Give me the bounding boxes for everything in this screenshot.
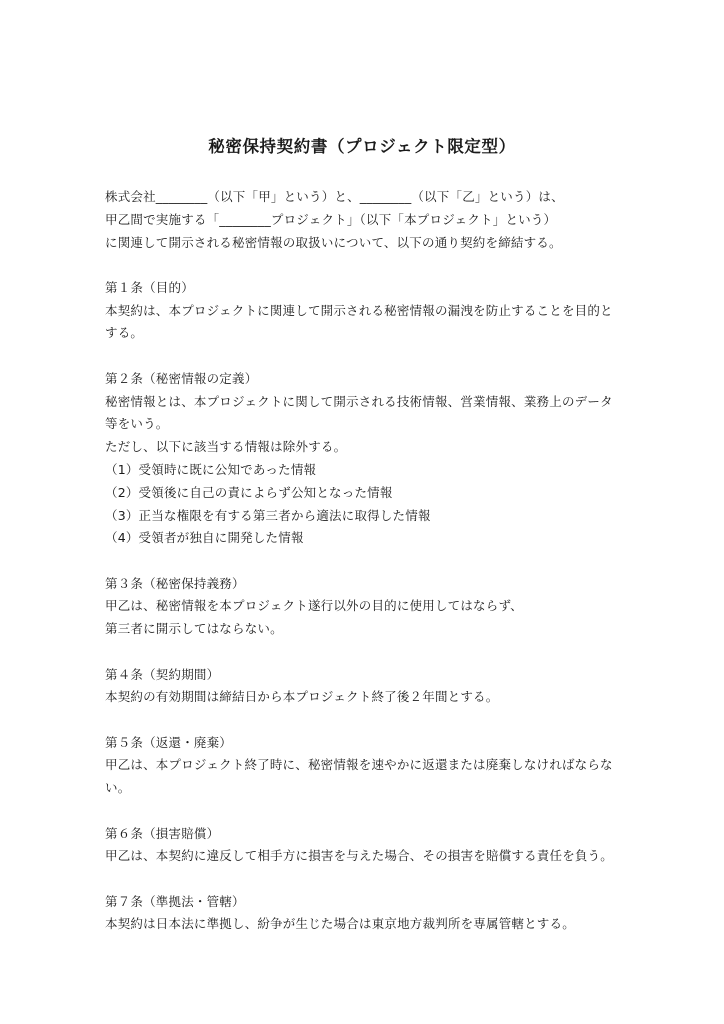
article-line: い。	[105, 780, 131, 796]
article-line: 秘密情報とは、本プロジェクトに関して開示される技術情報、営業情報、業務上のデータ	[105, 393, 613, 409]
document-title: 秘密保持契約書（プロジェクト限定型）	[208, 137, 516, 156]
article-line: 甲乙は、秘密情報を本プロジェクト遂行以外の目的に使用してはならず、	[105, 598, 523, 614]
list-item: （2）受領後に自己の責によらず公知となった情報	[105, 484, 393, 500]
article-line: する。	[105, 325, 144, 341]
article-heading: 第２条（秘密情報の定義）	[105, 370, 258, 386]
article-heading: 第４条（契約期間）	[105, 666, 220, 682]
article-6	[105, 823, 627, 869]
preamble	[105, 186, 627, 254]
article-line: 甲乙は、本契約に違反して相手方に損害を与えた場合、その損害を賠償する責任を負う。	[105, 848, 614, 864]
article-heading: 第３条（秘密保持義務）	[105, 575, 245, 591]
preamble-line: 甲乙間で実施する「________プロジェクト」（以下「本プロジェクト」という）	[105, 211, 557, 227]
article-1	[105, 277, 627, 345]
article-line: 第三者に開示してはならない。	[105, 621, 283, 637]
article-7	[105, 891, 627, 937]
article-line: 甲乙は、本プロジェクト終了時に、秘密情報を速やかに返還または廃棄しなければならな	[105, 757, 613, 773]
article-heading: 第７条（準拠法・管轄）	[105, 893, 245, 909]
preamble-line: 株式会社________（以下「甲」という）と、________（以下「乙」という）は、	[105, 189, 564, 204]
article-line: 等をいう。	[105, 416, 169, 432]
list-item: （4）受領者が独自に開発した情報	[105, 530, 304, 546]
article-2	[105, 368, 627, 550]
article-line: 本契約は日本法に準拠し、紛争が生じた場合は東京地方裁判所を専属管轄とする。	[105, 916, 575, 932]
article-line: 本契約の有効期間は締結日から本プロジェクト終了後２年間とする。	[105, 689, 499, 705]
preamble-line: に関連して開示される秘密情報の取扱いについて、以下の通り契約を締結する。	[105, 234, 562, 250]
list-item: （3）正当な権限を有する第三者から適法に取得した情報	[105, 507, 431, 523]
article-4	[105, 664, 627, 710]
article-heading: 第５条（返還・廃棄）	[105, 734, 233, 750]
list-item: （1）受領時に既に公知であった情報	[105, 461, 317, 477]
article-line: 本契約は、本プロジェクトに関連して開示される秘密情報の漏洩を防止することを目的と	[105, 302, 613, 318]
article-5	[105, 732, 627, 800]
article-heading: 第６条（損害賠償）	[105, 825, 220, 841]
article-3	[105, 573, 627, 641]
article-line: ただし、以下に該当する情報は除外する。	[105, 439, 347, 455]
article-heading: 第１条（目的）	[105, 279, 194, 295]
document-body	[105, 186, 627, 936]
